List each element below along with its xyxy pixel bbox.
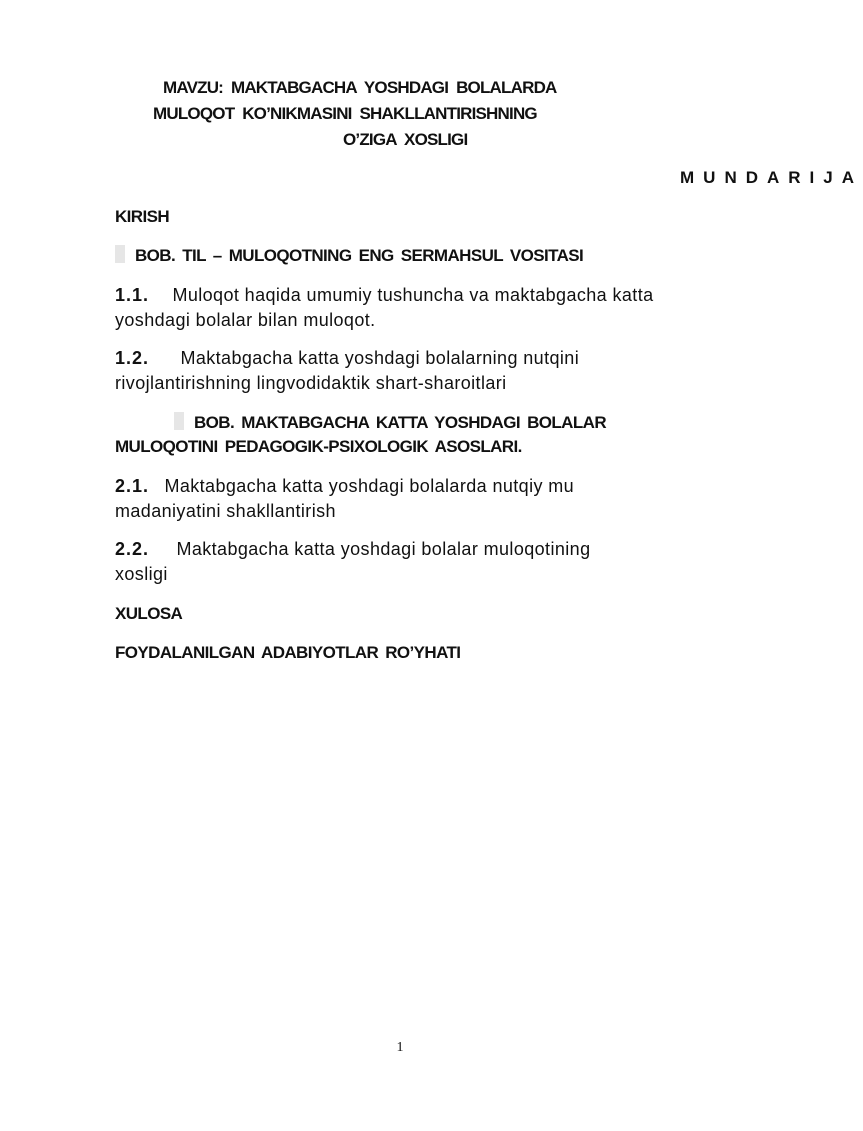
section-2-1-text: Maktabgacha katta yoshdagi bolalarda nutqiy mu <box>164 476 575 496</box>
intro-heading: KIRISH <box>115 207 170 226</box>
chapter-2-numeral <box>174 412 184 430</box>
section-2-1-number: 2.1. <box>115 476 150 496</box>
section-2-2-line-2: xosligi <box>115 564 168 584</box>
chapter-2-title-line-2: MULOQOTINI PEDAGOGIK-PSIXOLOGIK ASOSLARI. <box>115 437 522 456</box>
contents-title: MUNDARIJA <box>680 168 863 187</box>
conclusion-heading: XULOSA <box>115 604 183 623</box>
section-1-1-text: Muloqot haqida umumiy tushuncha va maktabgacha katta <box>172 285 654 305</box>
section-2-2-text: Maktabgacha katta yoshdagi bolalar muloqotining <box>176 539 591 559</box>
section-2-1-line-2: madaniyatini shakllantirish <box>115 501 336 521</box>
chapter-1-title-text: BOB. TIL – MULOQOTNING ENG SERMAHSUL VOSITASI <box>135 246 584 265</box>
section-1-2-text: Maktabgacha katta yoshdagi bolalarning nutqini <box>180 348 580 368</box>
section-1-2-line-1 <box>115 348 755 369</box>
title-line-1: MAVZU: MAKTABGACHA YOSHDAGI BOLALARDA <box>163 78 557 97</box>
chapter-2-title-text: BOB. MAKTABGACHA KATTA YOSHDAGI BOLALAR <box>194 413 606 432</box>
chapter-2-title-line-1 <box>174 412 606 433</box>
section-2-2-line-1 <box>115 539 815 560</box>
chapter-1-title <box>115 245 583 266</box>
section-1-1-line-2: yoshdagi bolalar bilan muloqot. <box>115 310 376 330</box>
references-heading: FOYDALANILGAN ADABIYOTLAR RO’YHATI <box>115 643 461 662</box>
page-number: 1 <box>396 1040 404 1055</box>
section-2-1-line-1 <box>115 476 815 497</box>
section-1-2-number: 1.2. <box>115 348 150 368</box>
title-line-2: MULOQOT KO’NIKMASINI SHAKLLANTIRISHNING <box>153 104 537 123</box>
section-2-2-number: 2.2. <box>115 539 150 559</box>
title-line-3: O’ZIGA XOSLIGI <box>343 130 468 149</box>
section-1-2-line-2: rivojlantirishning lingvodidaktik shart-sharoitlari <box>115 373 507 393</box>
chapter-1-numeral <box>115 245 125 263</box>
section-1-1-number: 1.1. <box>115 285 150 305</box>
section-1-1-line-1 <box>115 285 775 306</box>
